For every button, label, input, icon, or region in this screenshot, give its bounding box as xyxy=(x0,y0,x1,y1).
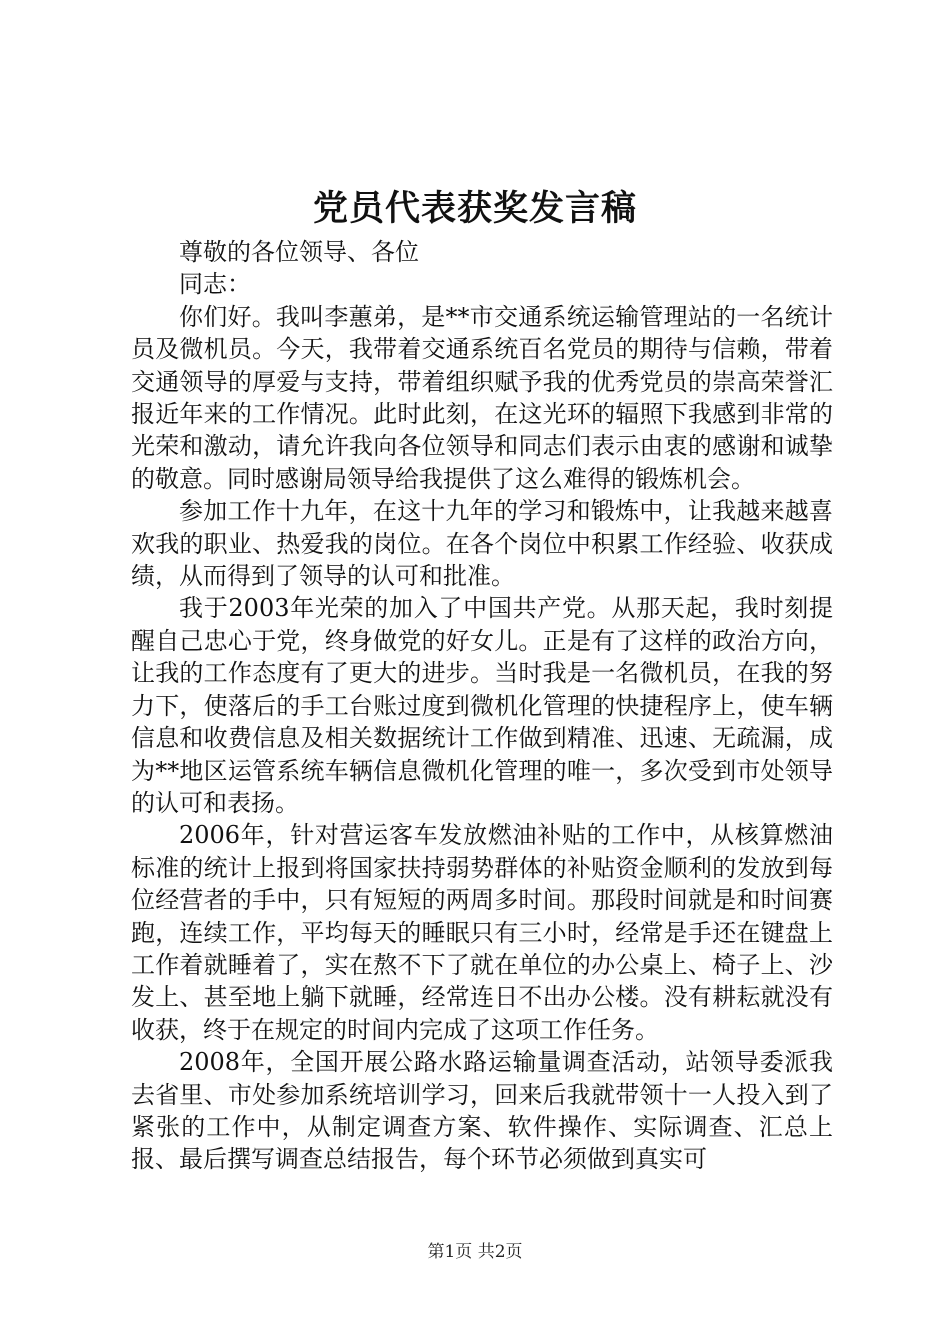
body-paragraph: 参加工作十九年，在这十九年的学习和锻炼中，让我越来越喜欢我的职业、热爱我的岗位。在各个岗位中积累工作经验、收获成绩，从而得到了领导的认可和批准。 xyxy=(131,497,833,591)
body-paragraph: 你们好。我叫李蕙弟，是**市交通系统运输管理站的一名统计员及微机员。今天，我带着交通系统百名党员的期待与信赖，带着交通领导的厚爱与支持，带着组织赋予我的优秀党员的崇高荣誉汇报近年来的工作情况。此时此刻，在这光环的辐照下我感到非常的光荣和激动，请允许我向各位领导和同志们表示由衷的感谢和诚挚的敬意。同时感谢局领导给我提供了这么难得的锻炼机会。 xyxy=(131,302,833,493)
document-title: 党员代表获奖发言稿 xyxy=(312,188,637,229)
salutation-line: 尊敬的各位领导、各位 xyxy=(179,238,419,266)
body-paragraph: 我于2003年光荣的加入了中国共产党。从那天起，我时刻提醒自己忠心于党，终身做党的好女儿。正是有了这样的政治方向，让我的工作态度有了更大的进步。当时我是一名微机员，在我的努力下，使落后的手工台账过度到微机化管理的快捷程序上，使车辆信息和收费信息及相关数据统计工作做到精准、迅速、无疏漏，成为**地区运管系统车辆信息微机化管理的唯一，多次受到市处领导的认可和表扬。 xyxy=(131,594,833,817)
body-paragraph: 2006年，针对营运客车发放燃油补贴的工作中，从核算燃油标准的统计上报到将国家扶持弱势群体的补贴资金顺利的发放到每位经营者的手中，只有短短的两周多时间。那段时间就是和时间赛跑，连续工作，平均每天的睡眠只有三小时，经常是手还在键盘上工作着就睡着了，实在熬不下了就在单位的办公桌上、椅子上、沙发上、甚至地上躺下就睡，经常连日不出办公楼。没有耕耘就没有收获，终于在规定的时间内完成了这项工作任务。 xyxy=(131,821,833,1044)
body-paragraph: 2008年，全国开展公路水路运输量调查活动，站领导委派我去省里、市处参加系统培训学习，回来后我就带领十一人投入到了紧张的工作中，从制定调查方案、软件操作、实际调查、汇总上报、最后撰写调查总结报告，每个环节必须做到真实可 xyxy=(131,1048,833,1174)
document-body xyxy=(131,236,833,1176)
page-footer: 第1页 共2页 xyxy=(427,1242,523,1262)
salutation-line: 同志： xyxy=(179,270,251,299)
